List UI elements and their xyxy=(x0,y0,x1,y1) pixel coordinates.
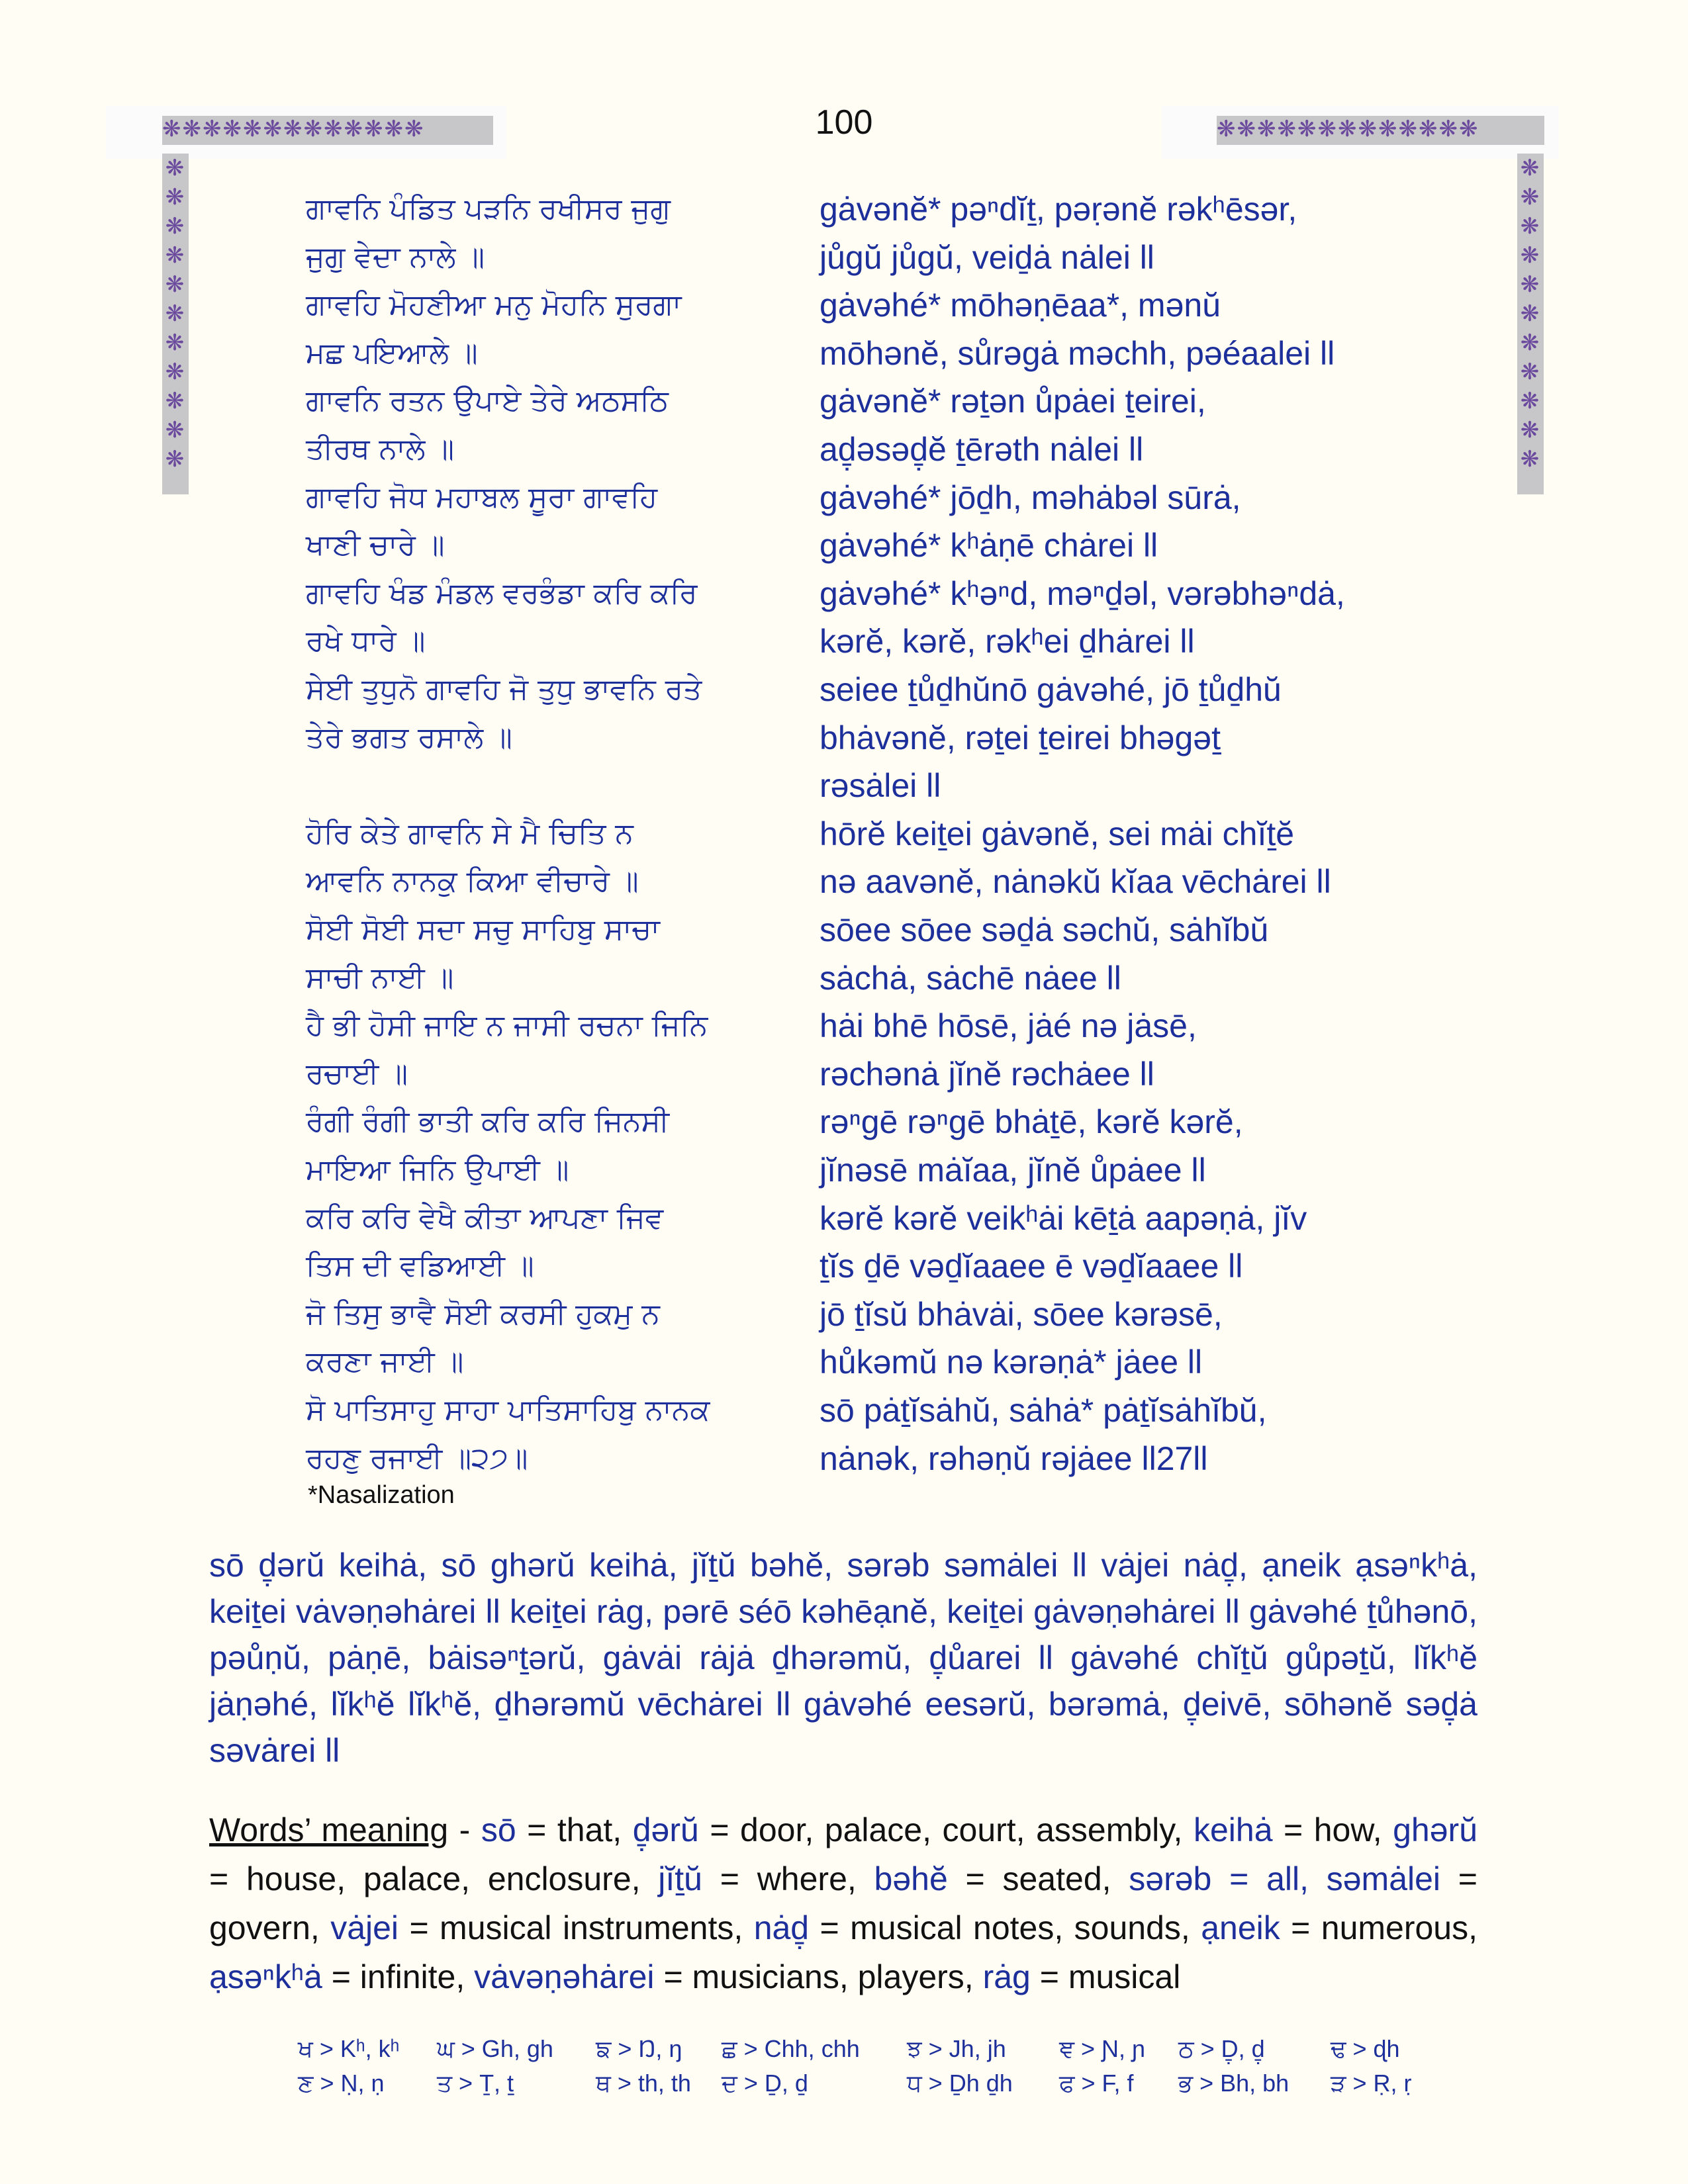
transliteration-line: hůkəmŭ nə kərəṇȧ* jȧee ll xyxy=(820,1343,1203,1381)
verse-row xyxy=(0,1291,1688,1338)
verse-row xyxy=(0,617,1688,665)
glossary-definition: = where, xyxy=(702,1860,874,1897)
transliteration-line: jō ṯĭsŭ bhȧvȧi, sōee kərəsē, xyxy=(820,1295,1223,1333)
glossary-definition: = infinite, xyxy=(322,1958,475,1995)
legend-item: ਭ > Bh, bh xyxy=(1178,2070,1289,2097)
glossary-term: ḏ̣ərŭ xyxy=(632,1811,699,1848)
flower-icon: ❋ xyxy=(1277,116,1297,142)
transliteration-paragraph: sō ḏ̣ərŭ keihȧ, sō ghərŭ keihȧ, jĭṯŭ bəhĕ, sərəb səmȧlei ll vȧjei nȧḏ̣, ạneik ạsəⁿkʰȧ, keiṯei vȧvəṇəhȧrei ll keiṯei rȧg, pərē séō kəhēạnĕ, keiṯei gȧvəṇəhȧrei ll gȧvəhé ṯůhənō, pəůṇŭ, pȧṇē, bȧisəⁿṯərŭ, gȧvȧi rȧjȧ ḏhərəmŭ, ḏ̣ůarei ll gȧvəhé chĭṯŭ gůpəṯŭ, lĭkʰĕ jȧṇəhé, lĭkʰĕ lĭkʰĕ, ḏhərəmŭ vēchȧrei ll gȧvəhé eesərŭ, bərəmȧ, ḏ̣eivē, sōhənĕ səḏ̣ȧ səvȧrei ll xyxy=(209,1547,1477,1769)
verse-row xyxy=(0,1435,1688,1482)
flower-icon: ❋ xyxy=(165,388,186,414)
flower-icon: ❋ xyxy=(165,155,186,181)
legend-item: ਙ > Ŋ, ŋ xyxy=(596,2035,682,2062)
verse-row xyxy=(0,666,1688,713)
verse-row xyxy=(0,714,1688,762)
gurmukhi-line: ਗਾਵਹਿ ਖੰਡ ਮੰਡਲ ਵਰਭੰਡਾ ਕਰਿ ਕਰਿ xyxy=(306,576,698,610)
flower-icon: ❋ xyxy=(162,116,183,142)
glossary-term: sərəb = all, səmȧlei xyxy=(1129,1860,1441,1897)
gurmukhi-line: ਹੈ ਭੀ ਹੋਸੀ ਜਾਇ ਨ ਜਾਸੀ ਰਚਨਾ ਜਿਨਿ xyxy=(306,1009,708,1043)
flower-icon: ❋ xyxy=(1398,116,1419,142)
flower-icon: ❋ xyxy=(1520,213,1541,240)
flower-icon: ❋ xyxy=(165,417,186,443)
flower-icon: ❋ xyxy=(1358,116,1378,142)
verse-row xyxy=(0,1146,1688,1194)
transliteration-line: hōrĕ keiṯei gȧvənĕ, sei mȧi chĭṯĕ xyxy=(820,815,1295,852)
legend-item: ਦ > Ḏ, ḏ xyxy=(722,2070,808,2097)
flower-icon: ❋ xyxy=(324,116,344,142)
verse-row xyxy=(0,522,1688,569)
gurmukhi-line: ਖਾਣੀ ਚਾਰੇ ॥ xyxy=(306,528,445,563)
verse-row xyxy=(0,810,1688,858)
gurmukhi-line: ਸੋਈ ਸੋਈ ਸਦਾ ਸਚੁ ਸਾਹਿਬੁ ਸਾਚਾ xyxy=(306,913,660,946)
flower-icon: ❋ xyxy=(182,116,203,142)
flower-icon: ❋ xyxy=(1459,116,1479,142)
glossary-definition: = govern, xyxy=(209,1860,1478,1946)
flower-icon: ❋ xyxy=(165,330,186,356)
verse-row xyxy=(0,1098,1688,1146)
glossary-definition: = musical xyxy=(1030,1958,1181,1995)
flower-icon: ❋ xyxy=(1378,116,1399,142)
verse-row xyxy=(0,1338,1688,1386)
transliteration-line: nə aavənĕ, nȧnəkŭ kĭaa vēchȧrei ll xyxy=(820,863,1331,901)
verse-row xyxy=(0,1242,1688,1290)
glossary-term: jĭṯŭ xyxy=(658,1860,702,1897)
gurmukhi-line: ਸੋ ਪਾਤਿਸਾਹੁ ਸਾਹਾ ਪਾਤਿਸਾਹਿਬੁ ਨਾਨਕ xyxy=(306,1393,710,1427)
legend-item: ਖ > Kʰ, kʰ xyxy=(298,2035,400,2062)
transliteration-line: aḏ̣əsəḏ̣ĕ ṯērəth nȧlei ll xyxy=(820,431,1144,468)
transliteration-line: sōee sōee səḏȧ səchŭ, sȧhĭbŭ xyxy=(820,911,1269,948)
flower-icon: ❋ xyxy=(1520,446,1541,473)
transliteration-line: gȧvənĕ* rəṯən ůpȧei ṯeirei, xyxy=(820,383,1206,420)
gurmukhi-line: ਰੰਗੀ ਰੰਗੀ ਭਾਤੀ ਕਰਿ ਕਰਿ ਜਿਨਸੀ xyxy=(306,1105,670,1139)
transliteration-line: rəⁿgē rəⁿgē bhȧṯē, kərĕ kərĕ, xyxy=(820,1103,1243,1141)
verse-row xyxy=(0,234,1688,281)
flower-icon: ❋ xyxy=(283,116,304,142)
glossary-term: nȧḏ̣ xyxy=(753,1909,810,1946)
transliteration-line: gȧvəhé* mōhəṇēaa*, mənŭ xyxy=(820,287,1221,324)
flower-icon: ❋ xyxy=(165,271,186,298)
verse-row xyxy=(0,1002,1688,1050)
flower-icon: ❋ xyxy=(384,116,404,142)
legend-item: ਠ > Ḏ̣, ḏ̣ xyxy=(1178,2035,1265,2062)
transliteration-line: rəchənȧ jĭnĕ rəchȧee ll xyxy=(820,1055,1154,1093)
gurmukhi-line: ਮਾਇਆ ਜਿਨਿ ਉਪਾਈ ॥ xyxy=(306,1153,569,1187)
gurmukhi-line: ਰਹਣੁ ਰਜਾਈ ॥੨੭॥ xyxy=(306,1441,528,1475)
gurmukhi-line: ਗਾਵਹਿ ਮੋਹਣੀਆ ਮਨੁ ਮੋਹਨਿ ਸੁਰਗਾ xyxy=(306,288,682,322)
flower-icon: ❋ xyxy=(1257,116,1278,142)
transliteration-line: gȧvəhé* kʰəⁿd, məⁿḏəl, vərəbhəⁿdȧ, xyxy=(820,574,1345,612)
verse-row xyxy=(0,1195,1688,1242)
flower-icon: ❋ xyxy=(165,242,186,269)
transliteration-line: ṯĭs ḏē vəḏĭaaee ē vəḏĭaaee ll xyxy=(820,1248,1243,1285)
flower-icon: ❋ xyxy=(303,116,324,142)
glossary-term: ạneik xyxy=(1201,1909,1280,1946)
gurmukhi-line: ਕਰਿ ਕਰਿ ਵੇਖੈ ਕੀਤਾ ਆਪਣਾ ਜਿਵ xyxy=(306,1201,664,1235)
flower-icon: ❋ xyxy=(364,116,385,142)
glossary-definition: = musical instruments, xyxy=(399,1909,754,1946)
glossary-term: ghərŭ xyxy=(1393,1811,1478,1848)
flower-icon: ❋ xyxy=(1520,388,1541,414)
flower-icon: ❋ xyxy=(1520,271,1541,298)
glossary-definition: = that, xyxy=(516,1811,633,1848)
legend-item: ਥ > th, th xyxy=(596,2070,691,2097)
transliteration-line: rəsȧlei ll xyxy=(820,767,941,805)
gurmukhi-line: ਤੀਰਥ ਨਾਲੇ ॥ xyxy=(306,432,455,466)
top-left-flower-border xyxy=(162,116,493,145)
verse-row xyxy=(0,281,1688,329)
words-meaning-separator: - xyxy=(448,1811,481,1848)
verse-row xyxy=(0,906,1688,954)
verse-row xyxy=(0,377,1688,425)
page-number: 100 xyxy=(815,103,873,142)
transliteration-line: sȧchȧ, sȧchē nȧee ll xyxy=(820,959,1121,997)
transliteration-line: hȧi bhē hōsē, jȧé nə jȧsē, xyxy=(820,1007,1197,1045)
legend-row xyxy=(298,2032,1489,2066)
transliteration-line: gȧvənĕ* pəⁿdĭṯ, pəṛənĕ rəkʰēsər, xyxy=(820,191,1297,228)
flower-icon: ❋ xyxy=(263,116,283,142)
transliteration-line: gȧvəhé* jōḏh, məhȧbəl sūrȧ, xyxy=(820,478,1241,516)
transliteration-line: kərĕ, kərĕ, rəkʰei ḏhȧrei ll xyxy=(820,623,1195,660)
transliteration-line: sō pȧṯĭsȧhŭ, sȧhȧ* pȧṯĭsȧhĭbŭ, xyxy=(820,1392,1267,1429)
flower-icon: ❋ xyxy=(165,213,186,240)
gurmukhi-line: ਰਚਾਈ ॥ xyxy=(306,1056,408,1091)
verse-row xyxy=(0,858,1688,905)
transliteration-legend xyxy=(298,2032,1489,2101)
flower-icon: ❋ xyxy=(1520,242,1541,269)
verse-row xyxy=(0,1050,1688,1098)
verse-row xyxy=(0,185,1688,233)
transliteration-line: jůgŭ jůgŭ, veiḏȧ nȧlei ll xyxy=(820,238,1154,276)
flower-icon: ❋ xyxy=(1237,116,1257,142)
flower-icon: ❋ xyxy=(222,116,243,142)
glossary-term: sō xyxy=(481,1811,516,1848)
flower-icon: ❋ xyxy=(1317,116,1338,142)
legend-item: ਛ > Chh, chh xyxy=(722,2035,860,2062)
glossary-term: keihȧ xyxy=(1193,1811,1273,1848)
verse-row xyxy=(0,330,1688,377)
glossary-definition: = musicians, players, xyxy=(654,1958,983,1995)
flower-icon: ❋ xyxy=(165,359,186,385)
legend-item: ਢ > ɖh xyxy=(1331,2035,1400,2062)
gurmukhi-line: ਗਾਵਨਿ ਰਤਨ ਉਪਾਏ ਤੇਰੇ ਅਠਸਠਿ xyxy=(306,384,669,418)
gurmukhi-line: ਜੋ ਤਿਸੁ ਭਾਵੈ ਸੋਈ ਕਰਸੀ ਹੁਕਮੁ ਨ xyxy=(306,1297,660,1331)
glossary-definition: = musical notes, sounds, xyxy=(809,1909,1201,1946)
flower-icon: ❋ xyxy=(344,116,364,142)
transliteration-line: bhȧvənĕ, rəṯei ṯeirei bhəgəṯ xyxy=(820,719,1221,756)
flower-icon: ❋ xyxy=(1338,116,1358,142)
glossary-term: vȧjei xyxy=(330,1909,399,1946)
legend-item: ਘ > Gh, gh xyxy=(437,2035,553,2062)
gurmukhi-line: ਕਰਣਾ ਜਾਈ ॥ xyxy=(306,1345,464,1379)
gurmukhi-line: ਗਾਵਨਿ ਪੰਡਿਤ ਪੜਨਿ ਰਖੀਸਰ ਜੁਗੁ xyxy=(306,192,671,226)
glossary-term: bəhĕ xyxy=(874,1860,948,1897)
legend-item: ਝ > Jh, jh xyxy=(907,2035,1006,2062)
flower-icon: ❋ xyxy=(1297,116,1318,142)
verse-row xyxy=(0,762,1688,809)
transliteration-line: jĭnəsē mȧĭaa, jĭnĕ ůpȧee ll xyxy=(820,1152,1206,1189)
transliteration-line: mōhənĕ, sůrəgȧ məchh, pəéaalei ll xyxy=(820,334,1335,372)
flower-icon: ❋ xyxy=(1520,359,1541,385)
gurmukhi-line: ਗਾਵਹਿ ਜੋਧ ਮਹਾਬਲ ਸੂਰਾ ਗਾਵਹਿ xyxy=(306,480,658,514)
gurmukhi-line: ਰਖੇ ਧਾਰੇ ॥ xyxy=(306,624,426,659)
flower-icon: ❋ xyxy=(165,300,186,327)
gurmukhi-line: ਹੋਰਿ ਕੇਤੇ ਗਾਵਨਿ ਸੇ ਮੈ ਚਿਤਿ ਨ xyxy=(306,816,633,850)
flower-icon: ❋ xyxy=(1520,155,1541,181)
legend-item: ਧ > Ḏh ḏh xyxy=(907,2070,1013,2097)
words-meaning-label: Words’ meaning xyxy=(209,1811,449,1848)
gurmukhi-line: ਤੇਰੇ ਭਗਤ ਰਸਾਲੇ ॥ xyxy=(306,720,512,754)
glossary-definition: = seated, xyxy=(947,1860,1129,1897)
verse-row xyxy=(0,570,1688,617)
flower-icon: ❋ xyxy=(1520,330,1541,356)
legend-item: ੜ > Ṛ, ṛ xyxy=(1331,2070,1412,2097)
footnote: *Nasalization xyxy=(308,1481,455,1509)
glossary-definition: = house, palace, enclosure, xyxy=(209,1860,659,1897)
flower-icon: ❋ xyxy=(1520,300,1541,327)
flower-icon: ❋ xyxy=(165,184,186,210)
gurmukhi-line: ਮਛ ਪਇਆਲੇ ॥ xyxy=(306,336,478,370)
top-right-flower-border xyxy=(1217,116,1544,145)
flower-icon: ❋ xyxy=(1217,116,1237,142)
verse-row xyxy=(0,954,1688,1002)
transliteration-line: nȧnək, rəhəṇŭ rəjȧee ll27ll xyxy=(820,1439,1208,1477)
words-meaning-paragraph xyxy=(209,1805,1477,2001)
glossary-definition: = numerous, xyxy=(1280,1909,1478,1946)
gurmukhi-line: ਸਾਚੀ ਨਾਈ ॥ xyxy=(306,960,454,995)
flower-icon: ❋ xyxy=(243,116,263,142)
transliteration-line: kərĕ kərĕ veikʰȧi kēṯȧ aapəṇȧ, jĭv xyxy=(820,1199,1307,1237)
legend-item: ਫ > F, f xyxy=(1059,2070,1134,2097)
flower-icon: ❋ xyxy=(404,116,425,142)
legend-row xyxy=(298,2066,1489,2101)
verse-row xyxy=(0,474,1688,522)
flower-icon: ❋ xyxy=(1520,417,1541,443)
glossary-definition: = door, palace, court, assembly, xyxy=(698,1811,1194,1848)
flower-icon: ❋ xyxy=(165,446,186,473)
legend-item: ਤ > Ṯ, ṯ xyxy=(437,2070,514,2097)
legend-item: ਞ > Ɲ, ɲ xyxy=(1059,2035,1146,2062)
legend-item: ਣ > Ṇ, ṇ xyxy=(298,2070,385,2097)
transliteration-line: seiee ṯůḏhŭnō gȧvəhé, jō ṯůḏhŭ xyxy=(820,671,1282,708)
glossary-term: vȧvəṇəhȧrei xyxy=(474,1958,655,1995)
flower-icon: ❋ xyxy=(203,116,223,142)
gurmukhi-line: ਤਿਸ ਦੀ ਵਡਿਆਈ ॥ xyxy=(306,1249,534,1283)
gurmukhi-line: ਸੇਈ ਤੁਧੁਨੋ ਗਾਵਹਿ ਜੋ ਤੁਧੁ ਭਾਵਨਿ ਰਤੇ xyxy=(306,672,702,706)
verse-row xyxy=(0,1387,1688,1434)
flower-icon: ❋ xyxy=(1419,116,1439,142)
glossary-term: rȧg xyxy=(982,1958,1031,1995)
verse-row xyxy=(0,426,1688,473)
gurmukhi-line: ਆਵਨਿ ਨਾਨਕੁ ਕਿਆ ਵੀਚਾਰੇ ॥ xyxy=(306,864,639,899)
flower-icon: ❋ xyxy=(1438,116,1459,142)
gurmukhi-line: ਜੁਗੁ ਵੇਦਾ ਨਾਲੇ ॥ xyxy=(306,240,485,274)
flower-icon: ❋ xyxy=(1520,184,1541,210)
glossary-definition: = how, xyxy=(1272,1811,1393,1848)
transliteration-line: gȧvəhé* kʰȧṇē chȧrei ll xyxy=(820,527,1158,565)
glossary-term: ạsəⁿkʰȧ xyxy=(209,1958,322,1995)
